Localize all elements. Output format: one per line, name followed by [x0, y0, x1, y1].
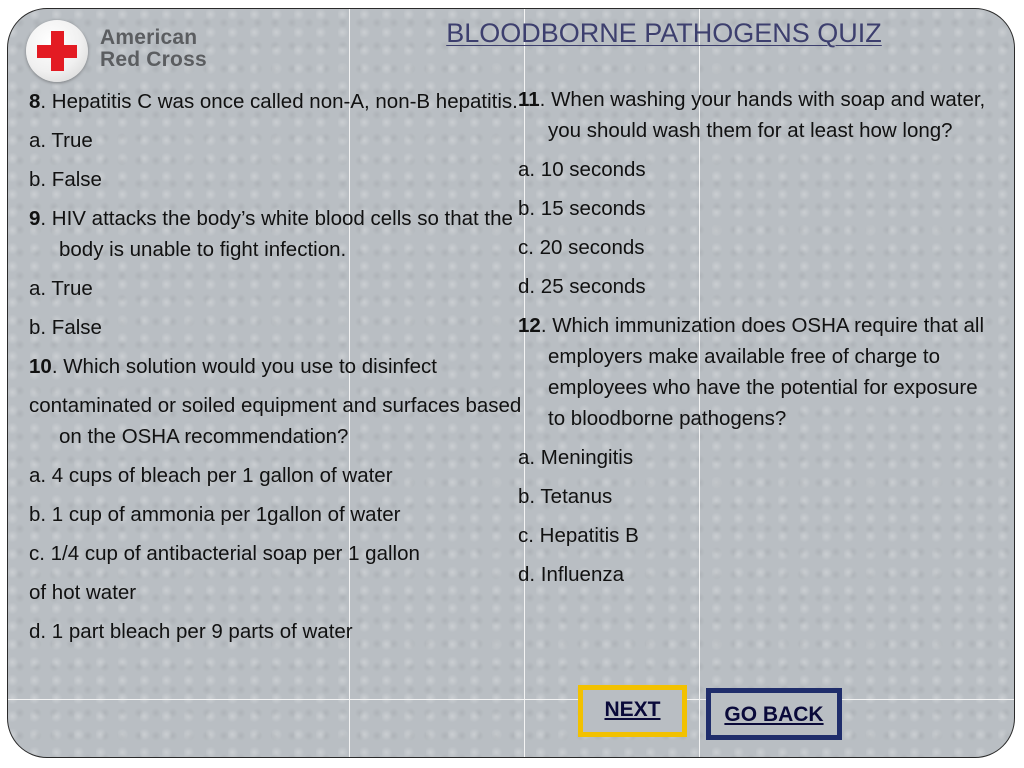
question-8: 8. Hepatitis C was once called non-A, non-B hepatitis.	[29, 90, 518, 113]
go-back-button[interactable]: GO BACK	[706, 688, 842, 740]
left-question-column	[29, 86, 529, 655]
logo-wordmark: American Red Cross	[100, 26, 207, 71]
answer-option: d. Influenza	[518, 563, 624, 586]
answer-option: b. 15 seconds	[518, 197, 646, 220]
answer-option: a. Meningitis	[518, 446, 634, 469]
american-red-cross-logo	[26, 20, 236, 86]
next-button[interactable]: NEXT	[578, 685, 687, 737]
answer-option: c. 1/4 cup of antibacterial soap per 1 gallon	[29, 542, 420, 565]
question-9: 9. HIV attacks the body’s white blood cells so that the body is unable to fight infection.	[29, 207, 513, 261]
grid-line	[8, 699, 1014, 700]
red-cross-icon	[26, 20, 88, 82]
answer-option: b. False	[29, 168, 102, 191]
answer-option: a. True	[29, 129, 93, 152]
answer-option: a. 4 cups of bleach per 1 gallon of water	[29, 464, 393, 487]
question-10: 10. Which solution would you use to disinfect	[29, 355, 437, 378]
answer-option: c. 20 seconds	[518, 236, 645, 259]
page-title: BLOODBORNE PATHOGENS QUIZ	[446, 18, 882, 48]
answer-option: c. Hepatitis B	[518, 524, 639, 547]
answer-option: b. 1 cup of ammonia per 1gallon of water	[29, 503, 401, 526]
answer-option: a. True	[29, 277, 93, 300]
answer-option: b. False	[29, 316, 102, 339]
answer-option: d. 1 part bleach per 9 parts of water	[29, 620, 353, 643]
answer-option: b. Tetanus	[518, 485, 613, 508]
right-question-column	[518, 84, 996, 598]
question-12: 12. Which immunization does OSHA require that all employers make available free of charge to employees who have the potential for exposure to bloodborne pathogens?	[518, 314, 985, 430]
answer-option: d. 25 seconds	[518, 275, 646, 298]
question-11: 11. When washing your hands with soap and water, you should wash them for at least how long?	[518, 88, 986, 142]
question-10-continued: contaminated or soiled equipment and surfaces based on the OSHA recommendation?	[29, 394, 522, 448]
answer-option: a. 10 seconds	[518, 158, 646, 181]
answer-option-continued: of hot water	[29, 581, 137, 604]
